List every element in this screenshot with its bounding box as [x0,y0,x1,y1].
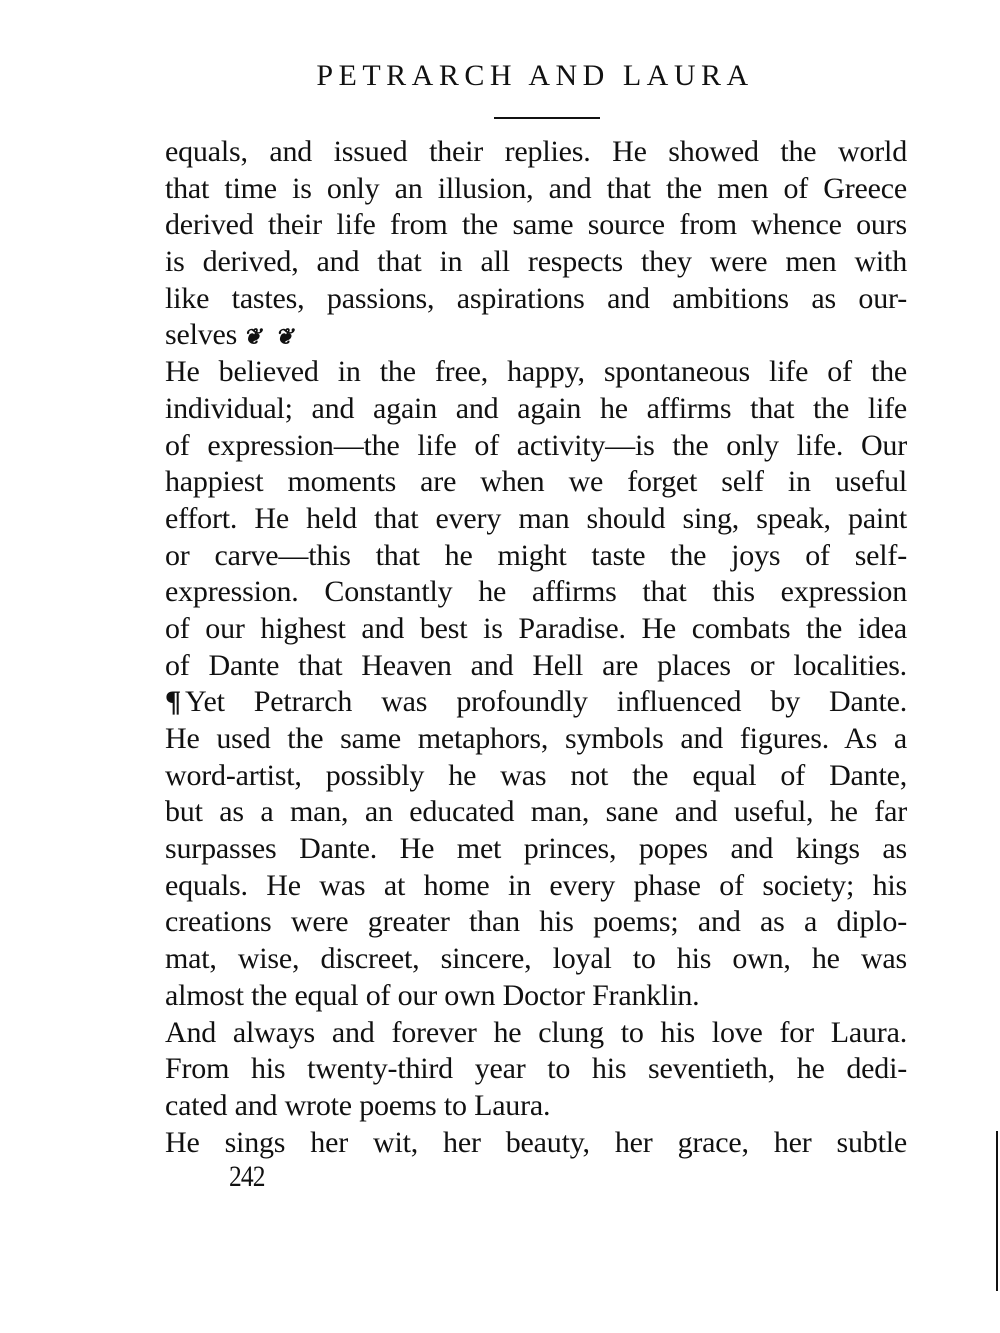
text-line-content: Yet Petrarch was profoundly influenced by Dante. [185,685,907,719]
text-line-content: selves [165,318,238,352]
text-line: cated and wrote poems to Laura. [165,1088,551,1122]
text-line: but as a man, an educated man, sane and useful, he far [165,795,907,829]
running-head: PETRARCH AND LAURA [316,59,754,92]
text-line: individual; and again and again he affirms that the life [165,391,907,425]
fleuron-ornament-icon: ❦ ❦ [243,324,298,350]
text-line: like tastes, passions, aspirations and ambitions as our- [165,281,907,315]
text-line: effort. He held that every man should sing, speak, paint [165,501,907,535]
text-line: mat, wise, discreet, sincere, loyal to his own, he was [165,942,907,976]
text-line: almost the equal of our own Doctor Franklin. [165,978,700,1012]
text-line: word-artist, possibly he was not the equal of Dante, [165,758,907,792]
page-number: 242 [229,1160,265,1193]
text-line [165,317,907,354]
text-line: He believed in the free, happy, spontaneous life of the [165,355,907,389]
text-line: From his twenty-third year to his seventieth, he dedi- [165,1052,907,1086]
text-line: equals. He was at home in every phase of society; his [165,868,907,902]
text-line: is derived, and that in all respects they were men with [165,245,907,279]
body-text [165,134,907,1161]
text-line: that time is only an illusion, and that the men of Greece [165,171,907,205]
text-line: derived their life from the same source from whence ours [165,208,907,242]
text-line: And always and forever he clung to his love for Laura. [165,1015,907,1049]
text-line: of expression—the life of activity—is the only life. Our [165,428,907,462]
text-line: happiest moments are when we forget self in useful [165,465,907,499]
text-line: surpasses Dante. He met princes, popes and kings as [165,832,907,866]
pilcrow-icon: ¶ [165,685,182,719]
text-line: or carve—this that he might taste the joys of self- [165,538,907,572]
text-line: of our highest and best is Paradise. He combats the idea [165,611,907,645]
text-line [165,684,907,721]
page-edge-mark [996,1131,998,1291]
text-line: expression. Constantly he affirms that this expression [165,575,907,609]
text-line: of Dante that Heaven and Hell are places or localities. [165,648,907,682]
head-rule-divider [494,117,600,119]
text-line: He used the same metaphors, symbols and figures. As a [165,722,907,755]
text-line: equals, and issued their replies. He showed the world [165,135,907,168]
text-line: creations were greater than his poems; and as a diplo- [165,905,907,939]
text-line: He sings her wit, her beauty, her grace, her subtle [165,1125,907,1159]
